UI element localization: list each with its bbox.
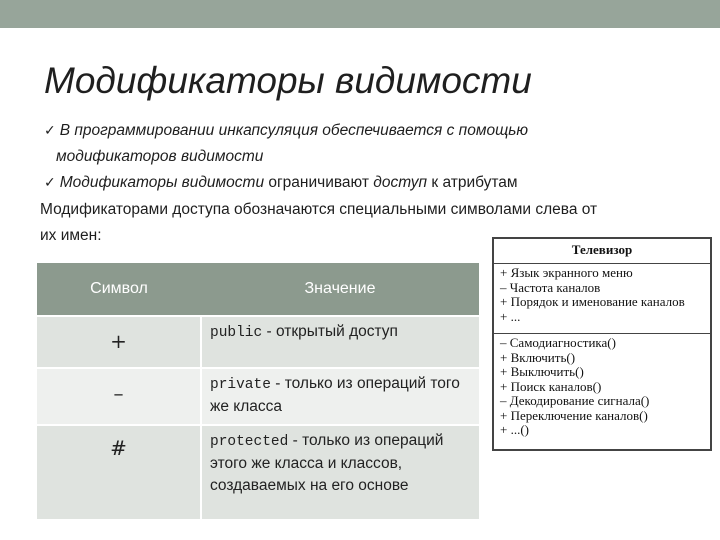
checkmark-icon: ✓ <box>44 175 56 191</box>
checkmark-icon: ✓ <box>44 123 56 139</box>
bullet-2-part-4: к атрибутам <box>427 174 518 191</box>
meaning-text: - только из операций этого же класса и классов, создаваемых на его основе <box>210 432 444 494</box>
slide-title: Модификаторы видимости <box>44 60 532 101</box>
symbol-cell: # <box>37 425 201 519</box>
keyword: protected <box>210 434 289 450</box>
meaning-cell <box>201 368 479 425</box>
bullet-2-part-2: ограничивают <box>264 174 374 191</box>
bullet-1 <box>44 122 528 140</box>
keyword: public <box>210 325 263 341</box>
symbol-cell: – <box>37 368 201 425</box>
meaning-cell <box>201 316 479 368</box>
uml-attributes <box>494 264 710 334</box>
table-header-meaning: Значение <box>201 263 479 316</box>
bullet-1-line-2: модификаторов видимости <box>56 148 264 165</box>
meaning-text: - только из операций того же класса <box>210 375 460 415</box>
bullet-1-line-1: В программировании инкапсуляция обеспечивается с помощью <box>59 122 529 139</box>
bullet-2 <box>44 174 518 192</box>
paragraph-line-1: Модификаторами доступа обозначаются специальными символами слева от <box>40 201 598 218</box>
uml-operation: + Переключение каналов() <box>500 407 648 423</box>
table-row <box>37 425 479 519</box>
meaning-text: - открытый доступ <box>262 323 398 340</box>
table-header-symbol: Символ <box>37 263 201 316</box>
symbol-cell: + <box>37 316 201 368</box>
uml-attribute: + ... <box>500 308 521 324</box>
uml-attribute: + Язык экранного меню <box>500 265 633 280</box>
uml-operation: – Декодирование сигнала() <box>500 393 650 408</box>
uml-operation: – Самодиагностика() <box>500 335 616 350</box>
meaning-cell <box>201 425 479 519</box>
bullet-2-part-3: доступ <box>373 174 428 191</box>
bullet-2-part-1: Модификаторы видимости <box>59 174 265 191</box>
uml-operation: + Поиск каналов() <box>500 378 602 394</box>
uml-operations <box>494 334 710 440</box>
keyword: private <box>210 377 271 393</box>
slide-top-bar <box>0 0 720 28</box>
uml-attribute: + Порядок и именование каналов <box>500 294 685 309</box>
uml-attribute: – Частота каналов <box>500 279 601 295</box>
uml-operation: + Включить() <box>500 349 576 365</box>
table-row <box>37 368 479 425</box>
paragraph-line-2: их имен: <box>40 227 102 244</box>
uml-operation: + ...() <box>500 422 529 437</box>
table-row <box>37 316 479 368</box>
uml-class-diagram <box>492 237 712 451</box>
uml-class-name: Телевизор <box>494 239 710 264</box>
uml-operation: + Выключить() <box>500 364 584 379</box>
visibility-table <box>37 263 479 519</box>
